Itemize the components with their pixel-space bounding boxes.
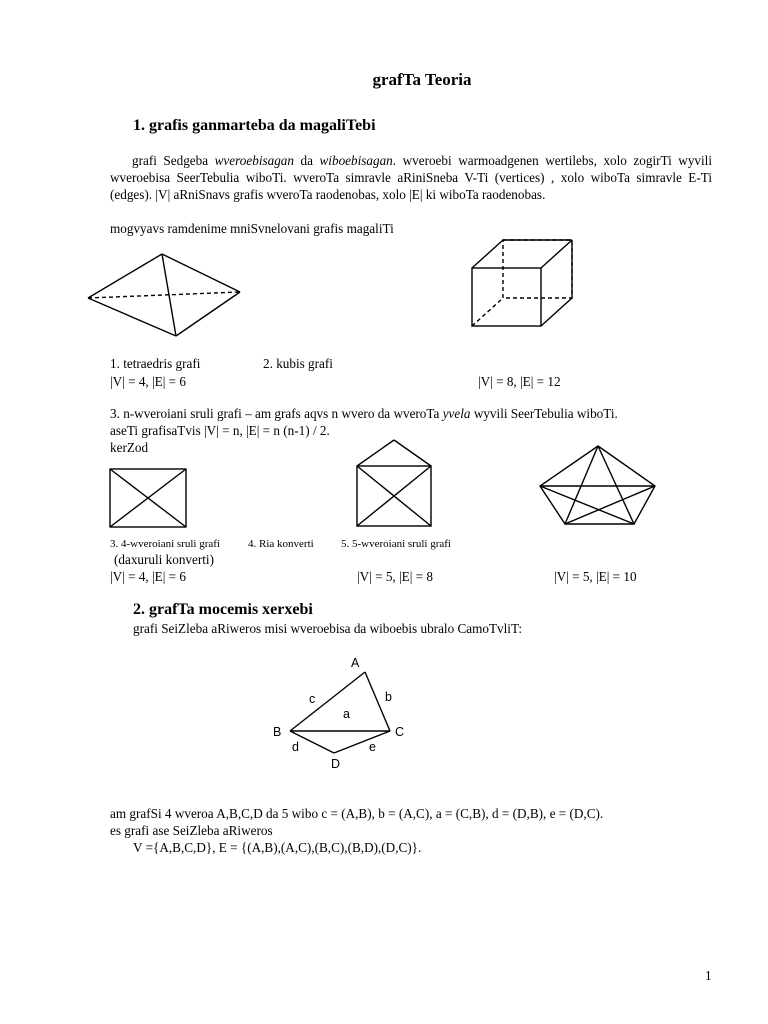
edge-label-d: d [292,740,299,754]
section-1-heading: 1. grafis ganmarteba da magaliTebi [133,117,376,134]
caption-tetrahedron: 1. tetraedris grafi [110,356,201,371]
para1-c: . wveroebi warmoadgenen wertilebs, xolo zogirTi wyvili wveroebisa SeerTebulia wiboTi. wveroTa simravle aRiniSneba V-Ti (vertices) , xolo wiboTa simravle E-Ti (edges). |V| aRniSnavs grafis wveroTa raodenobas, xolo |E| ki wiboTa raodenobas. [110,153,713,202]
stats-cube: |V| = 8, |E| = 12 [478,374,561,389]
vertex-label-d: D [331,757,341,771]
page-title: grafTa Teoria [372,70,472,89]
section-2-intro: grafi SeiZleba aRiweros misi wveroebisa da wiboebis ubralo CamoTvliT: [133,621,523,636]
vertex-label-a: A [351,656,360,670]
para3-a: 3. n-wveroiani sruli grafi – am grafs aqvs n wvero da wveroTa [110,406,443,421]
examples-intro: mogvyavs ramdenime mniSvnelovani grafis magaliTi [110,221,394,236]
para1-b: da [294,153,320,168]
section-2-heading: 2. grafTa mocemis xerxebi [133,601,313,618]
para3-em-all: yvela [442,406,471,421]
example-label: kerZod [110,440,149,455]
example-description: am grafSi 4 wveroa A,B,C,D da 5 wibo c = (A,B), b = (A,C), a = (C,B), d = (D,B), e = (D,C). [110,806,604,821]
set-notation: V ={A,B,C,D}, E = {(A,B),(A,C),(B,C),(B,D),(D,C)}. [133,840,422,855]
complete-graph-formula: aseTi grafisaTvis |V| = n, |E| = n (n-1) / 2. [110,423,330,438]
stats-envelope: |V| = 5, |E| = 8 [357,569,433,584]
caption-k4: 3. 4-wveroiani sruli grafi [110,538,220,550]
para1-a: grafi Sedgeba [132,153,215,168]
stats-k4: |V| = 4, |E| = 6 [110,569,186,584]
edge-label-c: c [309,692,316,706]
para3-b: wyvili SeerTebulia wiboTi. [470,406,618,421]
edge-label-e: e [369,740,376,754]
edge-label-a: a [343,707,350,721]
caption-envelope: 4. Ria konverti [248,538,314,550]
stats-tetrahedron: |V| = 4, |E| = 6 [110,374,186,389]
edge-label-b: b [385,690,392,704]
example-description-2: es grafi ase SeiZleba aRiweros [110,823,273,838]
para1-em-edges: wiboebisagan [319,153,393,168]
caption-k5: 5. 5-wveroiani sruli grafi [341,538,451,550]
caption-cube: 2. kubis grafi [263,356,333,371]
vertex-label-b: B [273,725,282,739]
para1-em-vertices: wveroebisagan [214,153,294,168]
vertex-label-c: C [395,725,405,739]
stats-k5: |V| = 5, |E| = 10 [554,569,637,584]
caption-closed-envelope: (daxuruli konverti) [114,552,214,567]
page-number: 1 [705,968,712,983]
